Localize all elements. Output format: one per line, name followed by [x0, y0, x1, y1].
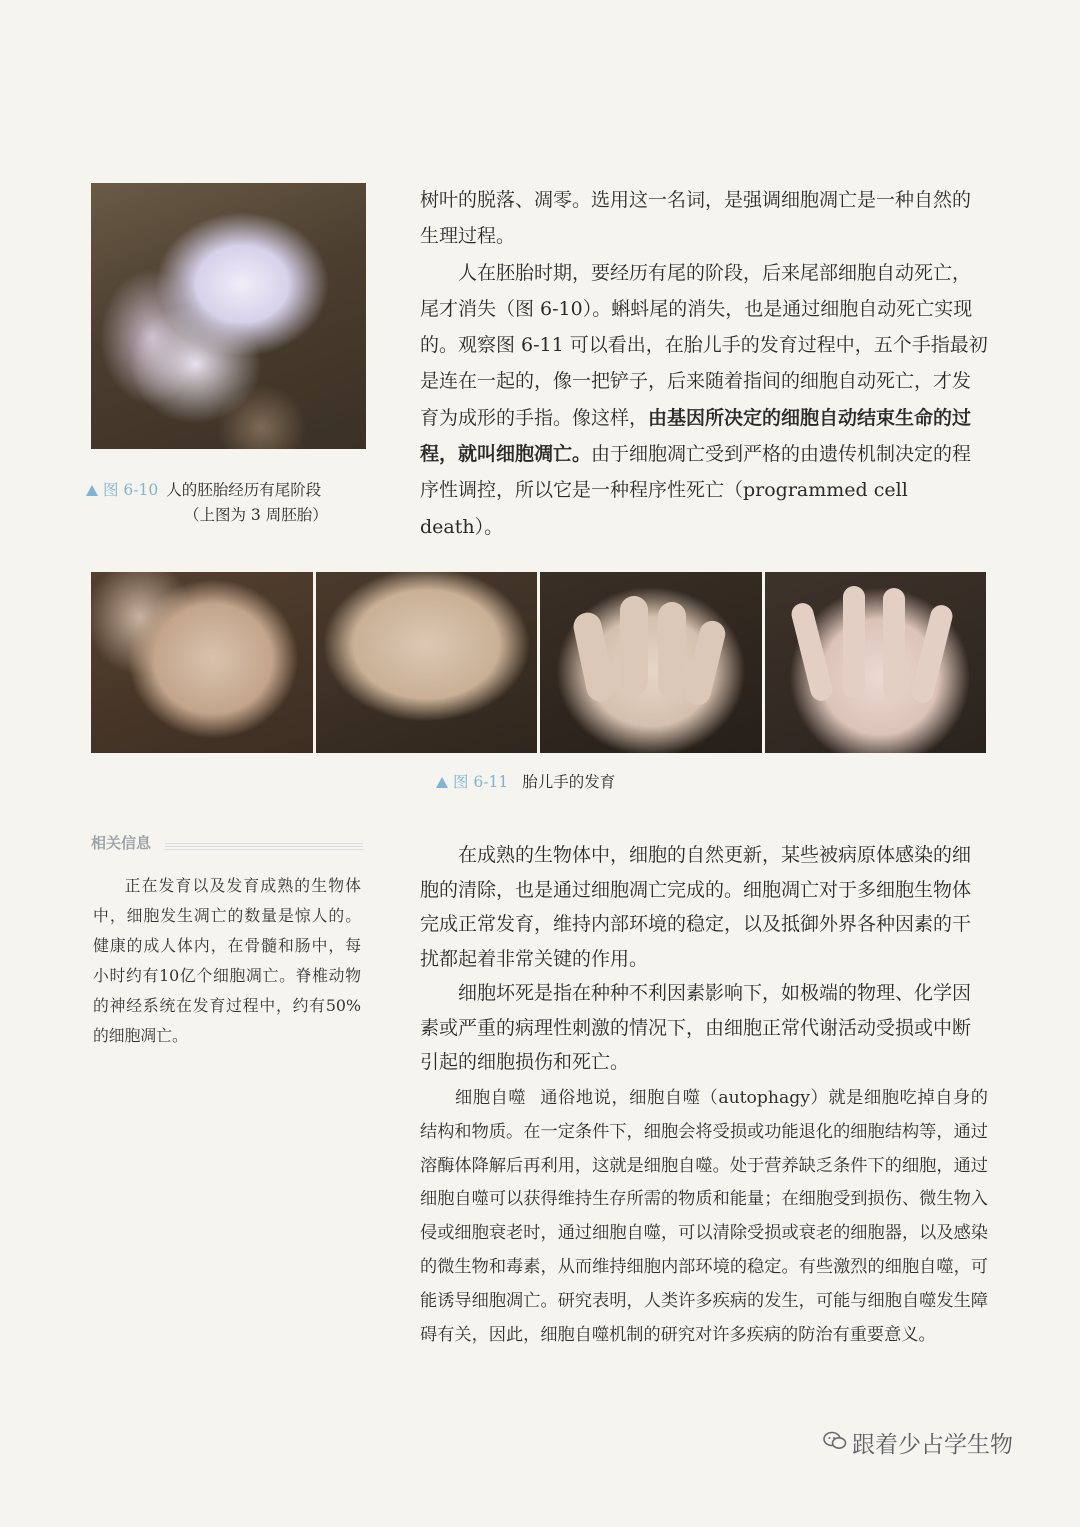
main-text-top	[420, 182, 988, 545]
autophagy-text: 通俗地说，细胞自噬（autophagy）就是细胞吃掉自身的结构和物质。在一定条件下，细胞会将受损或功能退化的细胞结构等，通过溶酶体降解后再利用，这就是细胞自噬。处于营养缺乏条件下的细胞，通过细胞自噬可以获得维持生存所需的物质和能量；在细胞受到损伤、微生物入侵或细胞衰老时，通过细胞自噬，可以清除受损或衰老的细胞器，以及感染的微生物和毒素，从而维持细胞内部环境的稳定。有些激烈的细胞自噬，可能诱导细胞凋亡。研究表明，人类许多疾病的发生，可能与细胞自噬发生障碍有关，因此，细胞自噬机制的研究对许多疾病的防治有重要意义。	[420, 1088, 988, 1345]
hand-stage-3-photo	[540, 572, 762, 753]
triangle-marker-icon	[86, 485, 98, 496]
definition-bold: 由基因所决定的细胞自动结束生命的过程，就叫细胞凋亡。	[420, 406, 972, 466]
autophagy-term: 细胞自噬	[454, 1088, 527, 1108]
paragraph	[420, 255, 988, 545]
triangle-marker-icon	[436, 777, 448, 788]
paragraph: 细胞坏死是指在种种不利因素影响下，如极端的物理、化学因素或严重的病理性刺激的情况下，由细胞正常代谢活动受损或中断引起的细胞损伤和死亡。	[420, 982, 972, 1073]
figure-label: 图 6-10	[103, 481, 159, 499]
caption-text: 人的胚胎经历有尾阶段	[166, 481, 322, 499]
paragraph-text: 由于细胞凋亡受到严格的由遗传机制决定的程序性调控，所以它是一种程序性死亡（programmed cell death）。	[420, 443, 972, 538]
main-text-middle	[420, 838, 988, 1080]
hand-stage-1-photo	[91, 572, 313, 753]
hand-stage-2-photo	[316, 572, 537, 753]
sidebar-text: 正在发育以及发育成熟的生物体中，细胞发生凋亡的数量是惊人的。健康的成人体内，在骨髓和肠中，每小时约有10亿个细胞凋亡。脊椎动物的神经系统在发育过程中，约有50%的细胞凋亡。	[93, 876, 361, 1045]
paragraph-text: 人在胚胎时期，要经历有尾的阶段，后来尾部细胞自动死亡，尾才消失（图 6-10）。蝌蚪尾的消失，也是通过细胞自动死亡实现的。观察图 6-11 可以看出，在胎儿手的发育过程中，五个手指最初是连在一起的，像一把铲子，后来随着指间的细胞自动死亡，才发育为成形的手指。像这样，	[420, 261, 988, 429]
figure-6-10-caption	[86, 478, 386, 528]
watermark-text: 跟着少占学生物	[852, 1432, 1013, 1458]
hand-stage-4-photo	[765, 572, 986, 753]
embryo-photo	[91, 183, 366, 449]
figure-label: 图 6-11	[453, 773, 509, 791]
sidebar-heading: 相关信息	[91, 834, 152, 852]
sidebar-body	[93, 871, 361, 1051]
paragraph: 在成熟的生物体中，细胞的自然更新，某些被病原体感染的细胞的清除，也是通过细胞凋亡完成的。细胞凋亡对于多细胞生物体完成正常发育，维持内部环境的稳定，以及抵御外界各种因素的干扰都起着非常关键的作用。	[420, 844, 972, 970]
caption-subtext: （上图为 3 周胚胎）	[184, 506, 328, 524]
sidebar-rule	[165, 843, 363, 850]
paragraph: 树叶的脱落、凋零。选用这一名词，是强调细胞凋亡是一种自然的生理过程。	[420, 189, 972, 248]
figure-6-11-caption	[436, 770, 615, 795]
autophagy-box	[420, 1082, 988, 1352]
wechat-icon	[823, 1431, 847, 1451]
caption-text: 胎儿手的发育	[522, 773, 616, 791]
